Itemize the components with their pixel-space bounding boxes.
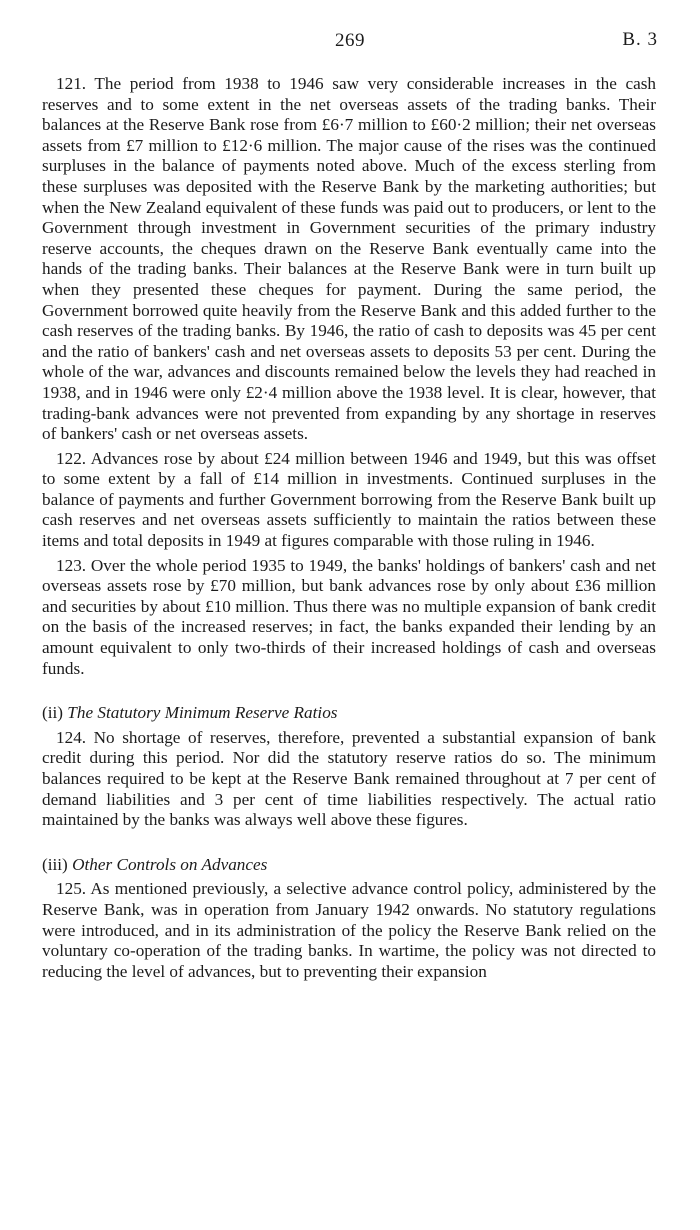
section-number: (ii) [42, 703, 63, 723]
page-number: 269 [335, 30, 365, 51]
section-title: Other Controls on Advances [72, 854, 268, 874]
paragraph-122: 122. Advances rose by about £24 million between 1946 and 1949, but this was offset to some extent by a fall of £14 million in investments. Continued surpluses in the balance of payments and further Government borrowing from the Reserve Bank built up cash reserves and net overseas assets sufficiently to maintain the ratios between these items and total deposits in 1949 at figures comparable with those ruling in 1946. [42, 448, 656, 551]
paragraph-121: 121. The period from 1938 to 1946 saw very considerable increases in the cash reserves and to some extent in the net overseas assets of the trading banks. Their balances at the Reserve Bank rose from £6·7 million to £60·2 million; their net overseas assets from £7 million to £12·6 million. The major cause of the rises was the continued surpluses in the balance of payments noted above. Much of the excess sterling from these surpluses was deposited with the Reserve Bank by the marketing authorities; but when the New Zealand equivalent of these funds was paid out to producers, or lent to the Government through investment in Government securities of the primary industry reserve accounts, the cheques drawn on the Reserve Bank eventually came into the hands of the trading banks. Their balances at the Reserve Bank were in turn built up when they presented these cheques for payment. During the same period, the Government borrowed quite heavily from the Reserve Bank and this added further to the cash reserves of the trading banks. By 1946, the ratio of cash to deposits was 45 per cent and the ratio of bankers' cash and net overseas assets to deposits 53 per cent. During the whole of the war, advances and discounts remained below the levels they had reached in 1938, and in 1946 were only £2·4 million above the 1938 level. It is clear, however, that trading-bank advances were not prevented from expanding by any shortage in reserves of bankers' cash or net overseas assets. [42, 74, 656, 444]
paragraph-125: 125. As mentioned previously, a selective advance control policy, administered by the Reserve Bank, was in operation from January 1942 onwards. No statutory regulations were introduced, and in its administration of the policy the Reserve Bank relied on the voluntary co-operation of the trading banks. In wartime, the policy was not directed to reducing the level of advances, but to preventing their expansion [42, 879, 656, 981]
section-heading-statutory-reserve-ratios [42, 703, 656, 724]
paragraph-124: 124. No shortage of reserves, therefore, prevented a substantial expansion of bank credit during this period. Nor did the statutory reserve ratios do so. The minimum balances required to be kept at the Reserve Bank remained throughout at 7 per cent of demand liabilities and 3 per cent of time liabilities respectively. The actual ratio maintained by the banks was always well above these figures. [42, 727, 656, 830]
page-body [42, 74, 656, 986]
paragraph-123: 123. Over the whole period 1935 to 1949, the banks' holdings of bankers' cash and net overseas assets rose by £70 million, but bank advances rose by only about £36 million and securities by about £10 million. Thus there was no multiple expansion of bank credit on the basis of the increased reserves; in fact, the banks expanded their lending by an amount equivalent to only two-thirds of their increased holdings of cash and overseas funds. [42, 555, 656, 678]
page-reference: B. 3 [622, 29, 658, 50]
section-number: (iii) [42, 854, 68, 874]
section-title: The Statutory Minimum Reserve Ratios [67, 703, 338, 723]
section-heading-other-controls [42, 855, 656, 876]
